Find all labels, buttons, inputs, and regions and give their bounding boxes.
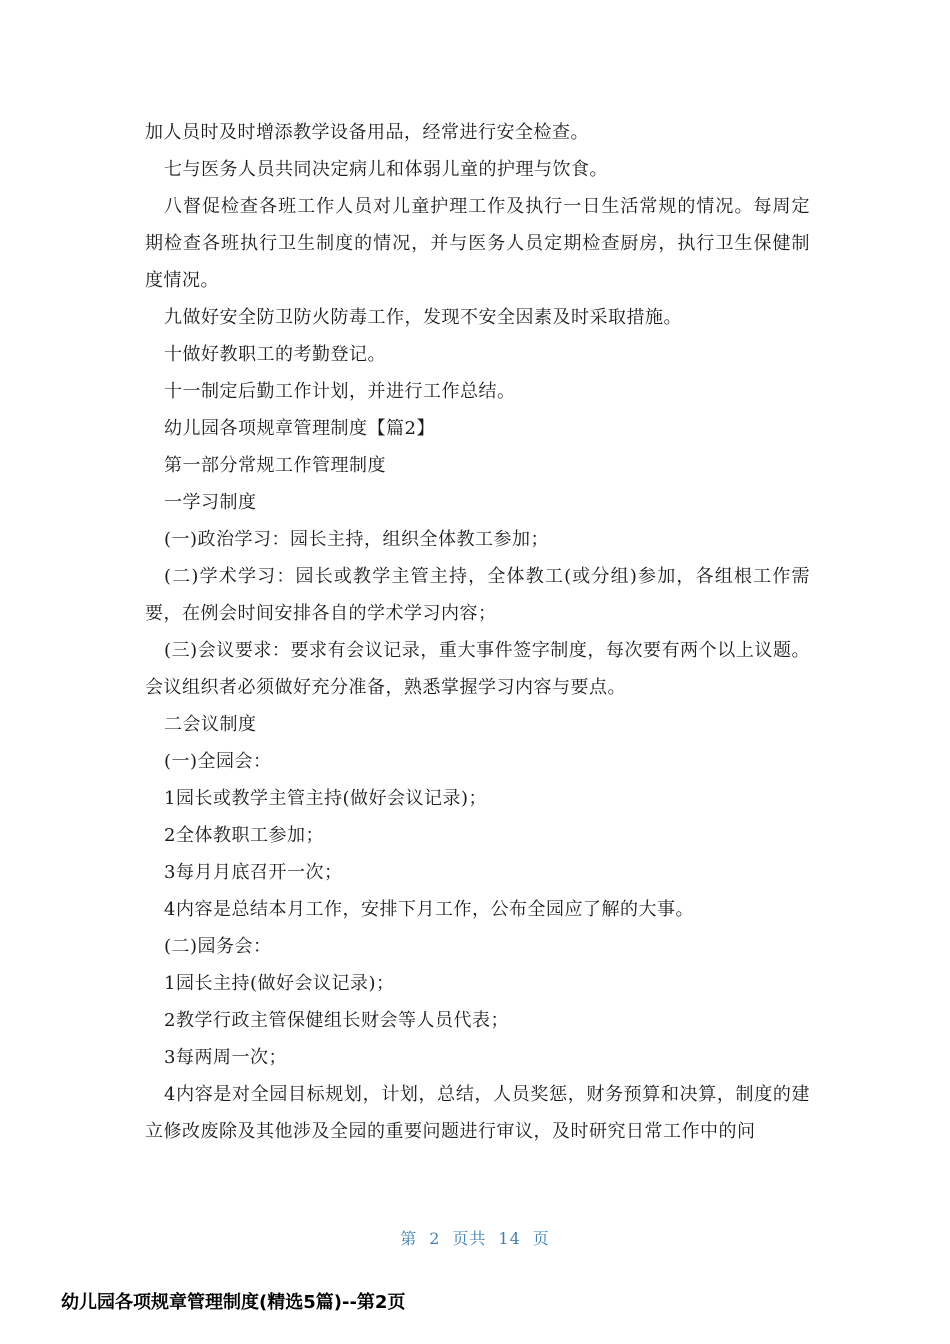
paragraph: (三)会议要求：要求有会议记录，重大事件签字制度，每次要有两个以上议题。会议组织者必须做好充分准备，熟悉掌握学习内容与要点。 — [145, 640, 810, 698]
footer-current-page: 2 — [429, 1229, 441, 1248]
paragraph: 3每月月底召开一次； — [164, 862, 343, 883]
footer-di: 第 — [400, 1229, 418, 1248]
paragraph: 二会议制度 — [164, 714, 257, 735]
paragraph: 九做好安全防卫防火防毒工作，发现不安全因素及时采取措施。 — [164, 307, 682, 328]
page-number-footer — [0, 1226, 950, 1249]
document-body — [145, 114, 810, 1150]
paragraph: 七与医务人员共同决定病儿和体弱儿童的护理与饮食。 — [164, 159, 608, 180]
paragraph: (二)园务会： — [164, 936, 272, 957]
footer-ye: 页 — [532, 1229, 550, 1248]
paragraph: (一)政治学习：园长主持，组织全体教工参加； — [164, 529, 550, 550]
paragraph: (一)全园会： — [164, 751, 272, 772]
paragraph: 加人员时及时增添教学设备用品，经常进行安全检查。 — [145, 122, 589, 143]
paragraph: 2全体教职工参加； — [164, 825, 324, 846]
paragraph: 1园长主持(做好会议记录)； — [164, 973, 395, 994]
paragraph: 3每两周一次； — [164, 1047, 287, 1068]
paragraph: 4内容是总结本月工作，安排下月工作，公布全园应了解的大事。 — [164, 899, 694, 920]
paragraph: 第一部分常规工作管理制度 — [164, 455, 386, 476]
footer-ye-gong: 页共 — [452, 1229, 487, 1248]
paragraph: 一学习制度 — [164, 492, 257, 513]
paragraph: 十一制定后勤工作计划，并进行工作总结。 — [164, 381, 516, 402]
footer-total-pages: 14 — [498, 1229, 521, 1248]
paragraph: 4内容是对全园目标规划，计划，总结，人员奖惩，财务预算和决算，制度的建立修改废除及其他涉及全园的重要问题进行审议，及时研究日常工作中的问 — [145, 1084, 810, 1142]
document-caption: 幼儿园各项规章管理制度(精选5篇)--第2页 — [61, 1292, 406, 1313]
paragraph: 八督促检查各班工作人员对儿童护理工作及执行一日生活常规的情况。每周定期检查各班执行卫生制度的情况，并与医务人员定期检查厨房，执行卫生保健制度情况。 — [145, 196, 810, 291]
paragraph: 2教学行政主管保健组长财会等人员代表； — [164, 1010, 509, 1031]
paragraph: (二)学术学习：园长或教学主管主持，全体教工(或分组)参加，各组根工作需要，在例会时间安排各自的学术学习内容； — [145, 566, 810, 624]
paragraph: 十做好教职工的考勤登记。 — [164, 344, 386, 365]
paragraph: 1园长或教学主管主持(做好会议记录)； — [164, 788, 487, 809]
paragraph: 幼儿园各项规章管理制度【篇2】 — [164, 418, 435, 439]
